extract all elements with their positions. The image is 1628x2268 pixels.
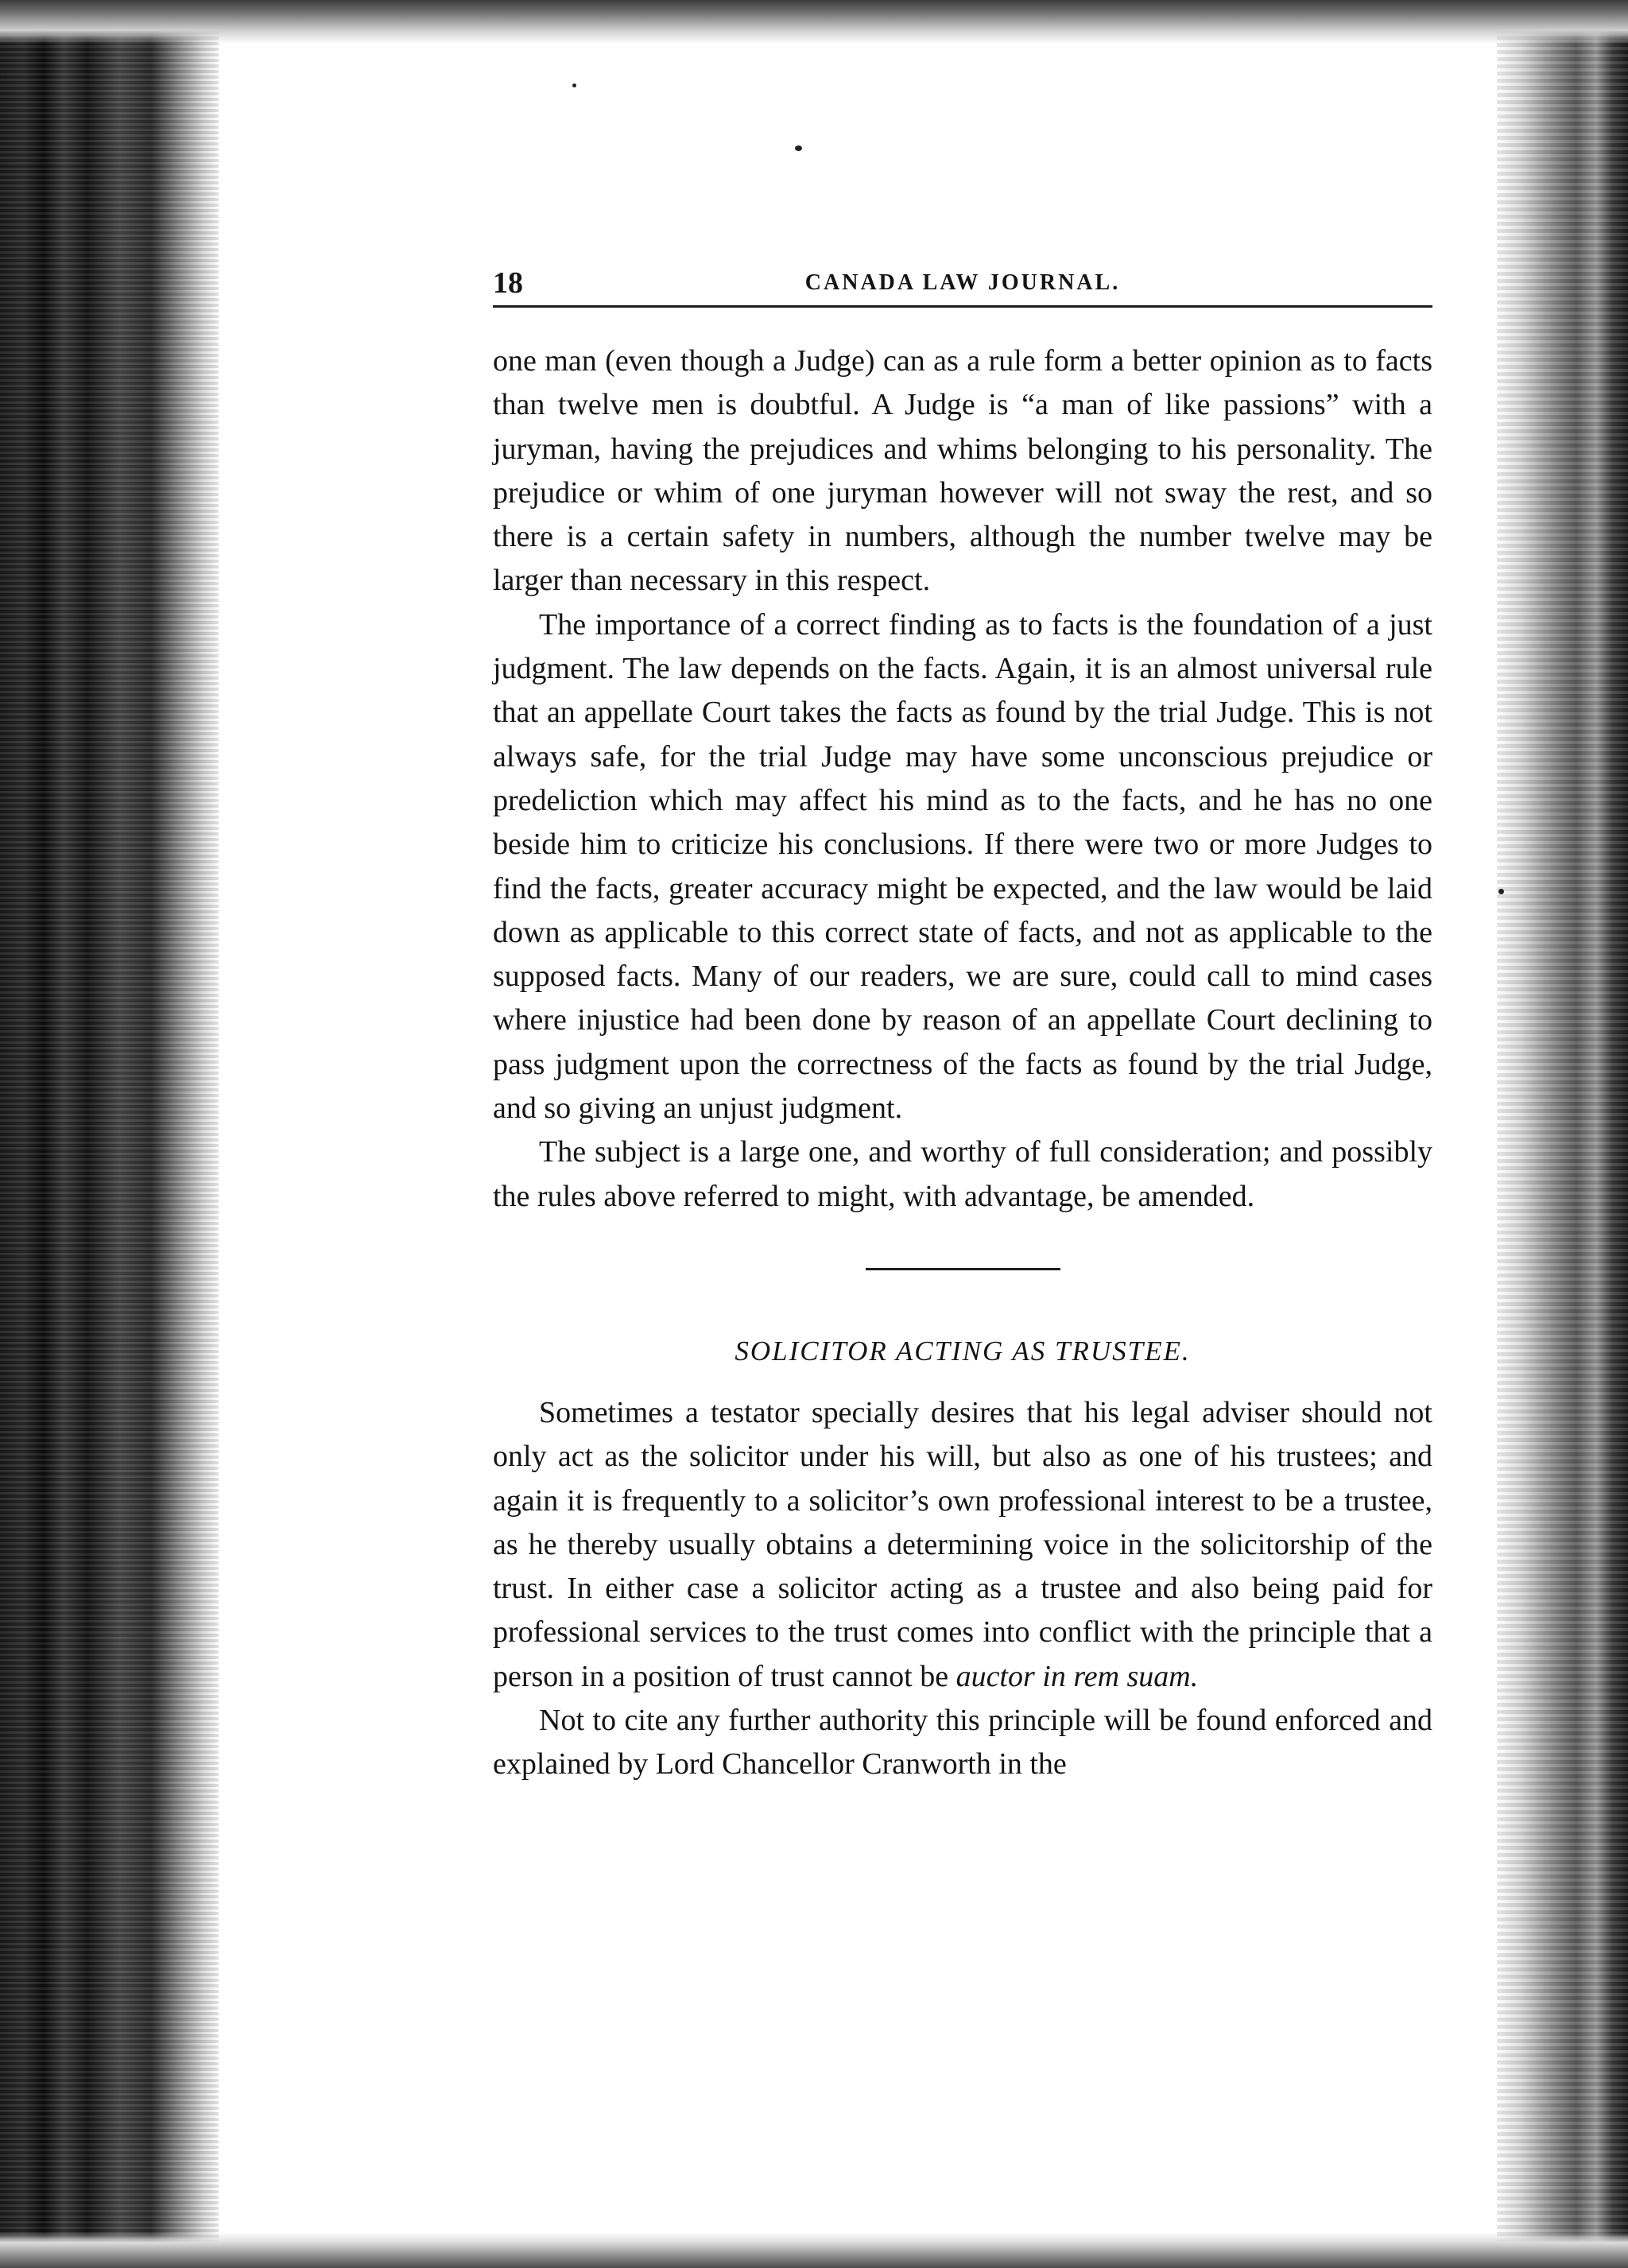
scan-edge-top — [0, 0, 1628, 44]
section-heading: SOLICITOR ACTING AS TRUSTEE. — [735, 1335, 1191, 1367]
scan-edge-bottom — [0, 2232, 1628, 2268]
book-page — [493, 254, 1432, 1787]
paragraph-text: Sometimes a testator specially desires that his legal adviser should not only act as the solicitor under his will, but also as one of his trustees; and again it is frequently to a solicitor’s own professional interest to be a trustee, as he thereby usually obtains a determining voice in the solicitorship of the trust. In either case a solicitor acting as a trustee and also being paid for professional services to the trust comes into conflict with the principle that a person in a position of trust cannot be — [493, 1395, 1432, 1693]
paragraph: The subject is a large one, and worthy of full consideration; and possibly the rules above referred to might, with advantage, be amended. — [493, 1135, 1432, 1213]
paragraph: The importance of a correct finding as to facts is the foundation of a just judgment. The law depends on the facts. Again, it is an almost universal rule that an appellate Court takes the facts as found by the trial Judge. This is not always safe, for the trial Judge may have some unconscious prejudice or predeliction which may affect his mind as to the facts, and he has no one beside him to criticize his conclusions. If there were two or more Judges to find the facts, greater accuracy might be expected, and the law would be laid down as applicable to this correct state of facts, and not as applicable to the supposed facts. Many of our readers, we are sure, could call to mind cases where injustice had been done by reason of an appellate Court declining to pass judgment upon the correctness of the facts as found by the trial Judge, and so giving an unjust judgment. — [493, 607, 1432, 1126]
scan-edge-left — [0, 0, 219, 2268]
paragraph: Not to cite any further authority this principle will be found enforced and explained by Lord Chancellor Cranworth in the — [493, 1704, 1432, 1781]
paragraph — [493, 1391, 1432, 1699]
paragraph: one man (even though a Judge) can as a rule form a better opinion as to facts than twelve men is doubtful. A Judge is “a man of like passions” with a juryman, having the prejudices and whims belonging to his personality. The prejudice or whim of one juryman however will not sway the rest, and so there is a certain safety in numbers, although the number twelve may be larger than necessary in this respect. — [493, 344, 1432, 598]
header-rule — [493, 305, 1432, 308]
journal-title: CANADA LAW JOURNAL. — [804, 270, 1121, 295]
page-number: 18 — [493, 266, 523, 300]
scan-speck — [572, 83, 576, 87]
latin-phrase: auctor in rem suam. — [955, 1659, 1199, 1693]
scan-speck — [1498, 889, 1504, 894]
article-body — [493, 339, 1432, 1219]
scan-speck — [795, 145, 802, 151]
section-body — [493, 1391, 1432, 1787]
scan-edge-right — [1497, 0, 1628, 2268]
running-head — [493, 254, 1432, 304]
section-divider — [866, 1268, 1060, 1270]
